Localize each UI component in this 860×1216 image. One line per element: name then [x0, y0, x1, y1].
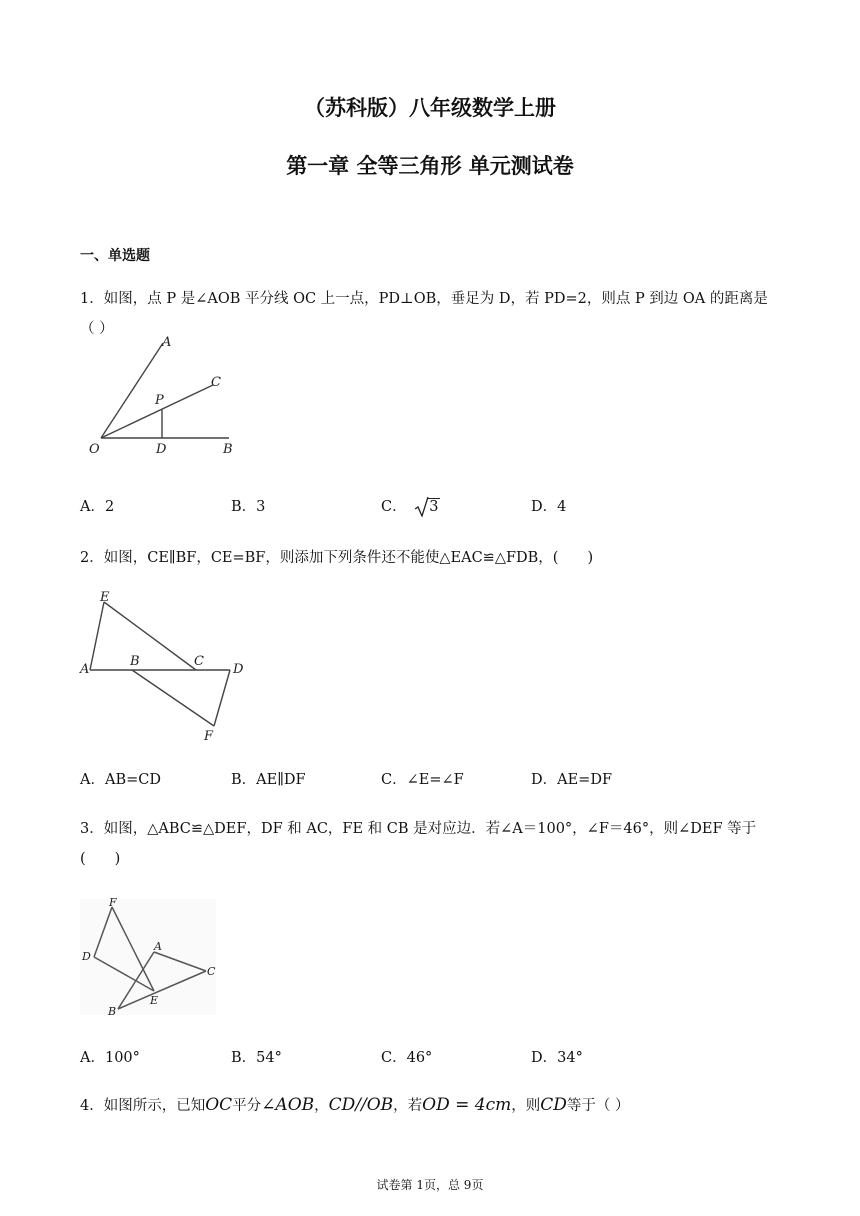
fig3-label-b: B: [108, 1005, 117, 1018]
q1-option-c-label: C．: [381, 499, 407, 515]
fig3-label-c: C: [207, 965, 216, 978]
fig2-label-a: A: [80, 662, 90, 677]
q3-option-b: B．54°: [231, 1050, 282, 1066]
q4-text-2: ，: [314, 1098, 329, 1114]
fig1-label-o: O: [89, 442, 100, 457]
fig2-label-e: E: [100, 590, 110, 605]
q3-option-d: D．34°: [531, 1050, 583, 1066]
question-4-text: [80, 1090, 780, 1121]
q4-prefix: 4．如图所示，已知: [80, 1098, 206, 1114]
question-3-figure: [78, 897, 218, 1019]
q4-math-cd: CD: [540, 1095, 567, 1115]
q4-text-5: 等于（ ）: [566, 1098, 630, 1114]
fig3-label-f: F: [109, 897, 117, 909]
q4-math-od: OD = 4cm: [422, 1095, 512, 1115]
fig2-label-c: C: [194, 654, 204, 669]
q4-math-parallel: CD//OB: [328, 1095, 394, 1115]
page-footer: 试卷第 1页，总 9页: [376, 1178, 484, 1192]
question-3-text-line-1: 3．如图，△ABC≌△DEF，DF 和 AC，FE 和 CB 是对应边．若∠A＝100°，∠F＝46°，则∠DEF 等于: [80, 821, 757, 837]
q2-option-d: D．AE=DF: [531, 772, 613, 788]
fig1-label-p: P: [155, 393, 164, 408]
q4-math-oc: OC: [205, 1095, 233, 1115]
fig1-label-d: D: [156, 442, 167, 457]
fig1-label-a: A: [162, 335, 172, 350]
sqrt-symbol: [415, 499, 440, 515]
q1-option-a: A．2: [80, 499, 115, 515]
q2-option-c: C．∠E=∠F: [381, 772, 464, 788]
q1-option-c: [381, 495, 440, 516]
q4-text-3: ，若: [393, 1098, 423, 1114]
document-subtitle: 第一章 全等三角形 单元测试卷: [286, 154, 574, 178]
question-2-figure: [78, 588, 253, 743]
fig1-label-c: C: [211, 375, 221, 390]
fig2-label-b: B: [130, 654, 140, 669]
fig3-label-a: A: [154, 940, 162, 953]
question-3-text-line-2: ( ): [80, 851, 121, 867]
q1-option-d: D．4: [531, 499, 567, 515]
q4-text-4: ，则: [511, 1098, 541, 1114]
fig3-label-e: E: [150, 994, 159, 1007]
question-1-figure: [85, 333, 245, 458]
q4-text-1: 平分: [232, 1098, 262, 1114]
q3-option-a: A．100°: [80, 1050, 140, 1066]
q2-option-b: B．AE∥DF: [231, 772, 306, 788]
sqrt-radicand: 3: [429, 499, 439, 515]
fig3-label-d: D: [82, 950, 91, 963]
question-1-text: 1．如图，点 P 是∠AOB 平分线 OC 上一点，PD⊥OB，垂足为 D，若 PD=2，则点 P 到边 OA 的距离是（ ）: [80, 291, 768, 337]
q4-math-angle: ∠AOB: [261, 1095, 315, 1115]
fig2-label-d: D: [233, 662, 244, 677]
fig2-label-f: F: [204, 729, 214, 743]
q1-option-b: B．3: [231, 499, 266, 515]
question-2-text: 2．如图，CE∥BF，CE=BF，则添加下列条件还不能使△EAC≌△FDB，( ): [80, 550, 594, 566]
section-heading: 一、单选题: [80, 248, 150, 264]
fig1-label-b: B: [223, 442, 233, 457]
q2-option-a: A．AB=CD: [80, 772, 161, 788]
q3-option-c: C．46°: [381, 1050, 433, 1066]
document-title: （苏科版）八年级数学上册: [304, 96, 556, 120]
